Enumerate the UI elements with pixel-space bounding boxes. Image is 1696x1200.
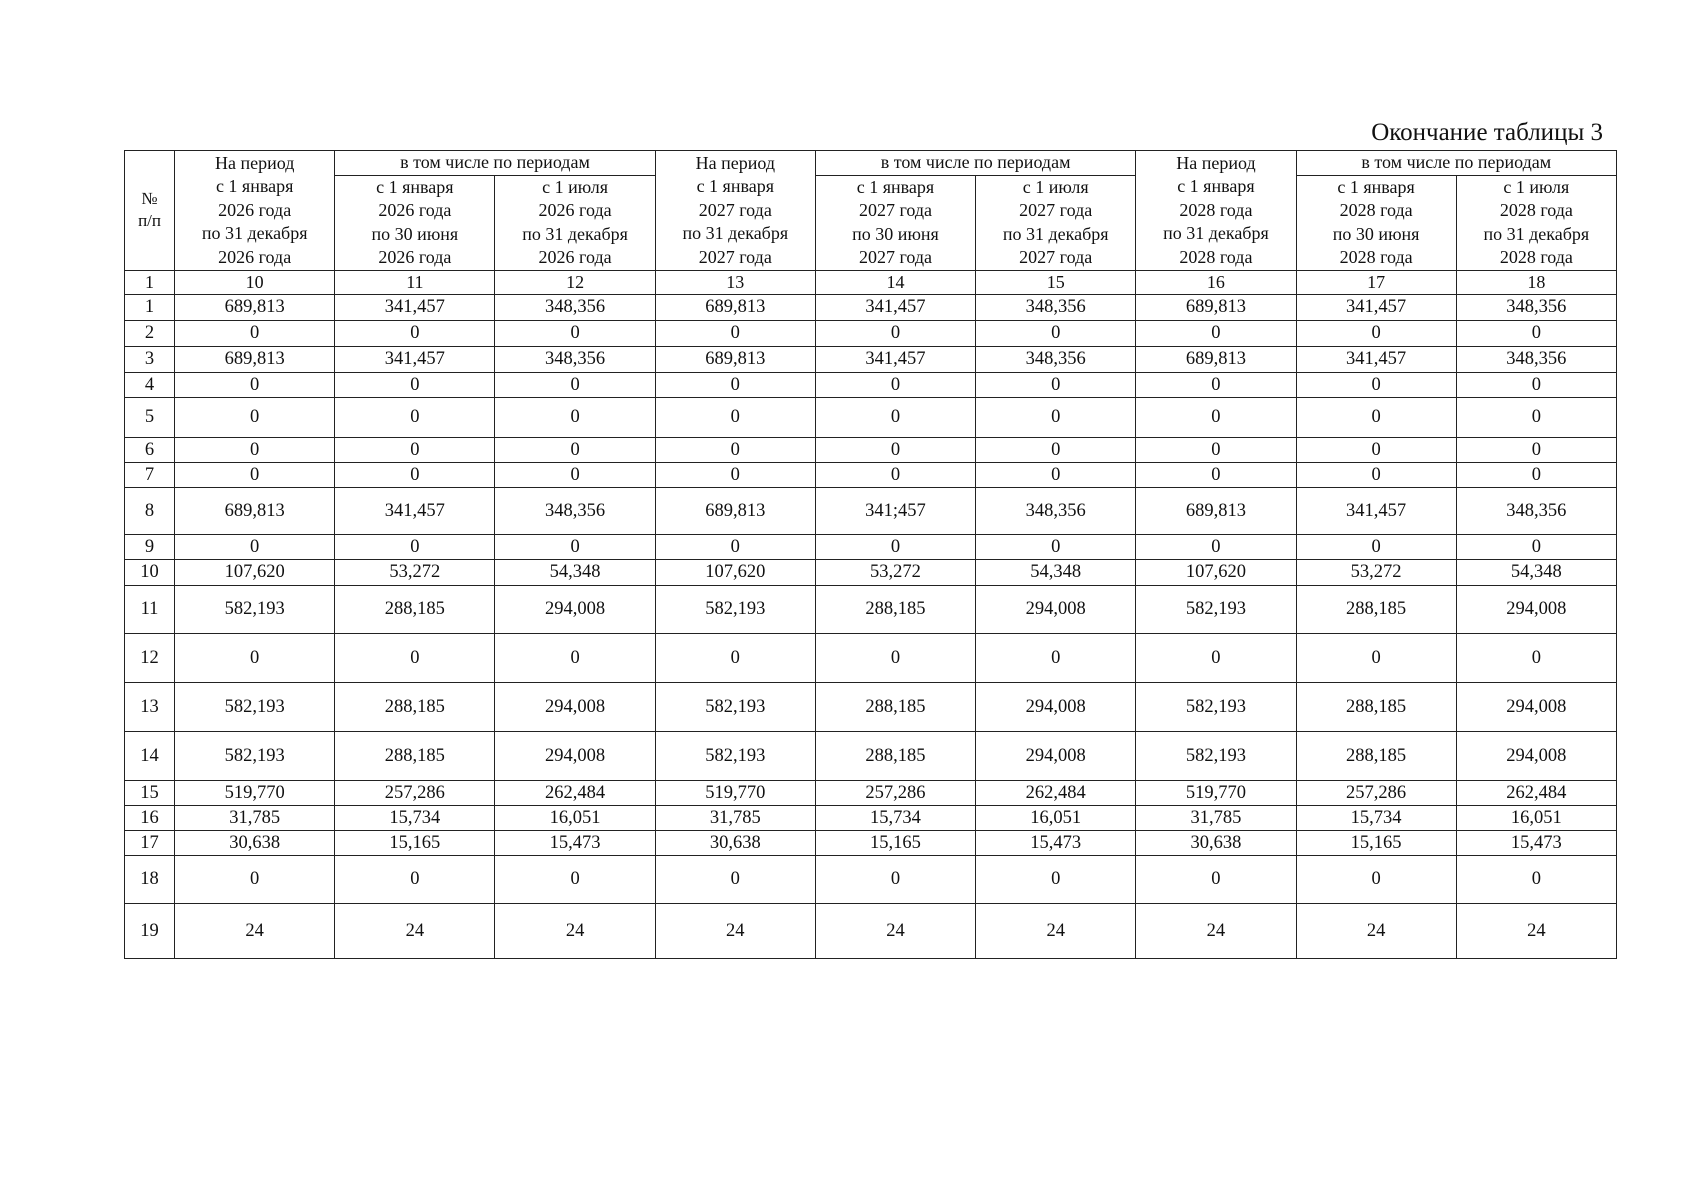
value-cell: 0 [1456,534,1616,559]
table-row [125,320,1617,346]
value-cell: 294,008 [495,585,655,633]
value-cell: 348,356 [495,487,655,534]
value-cell: 0 [1456,633,1616,682]
value-cell: 689,813 [655,294,815,320]
value-cell: 257,286 [815,780,975,805]
value-cell: 262,484 [1456,780,1616,805]
row-number-cell: 1 [125,294,175,320]
value-cell: 0 [655,320,815,346]
row-number-header [125,151,175,271]
value-cell: 0 [335,534,495,559]
row-number-cell: 19 [125,903,175,958]
value-cell: 0 [976,397,1136,437]
period-total-header-2026 [175,151,335,271]
row-number-cell: 18 [125,855,175,903]
including-periods-header-2027: в том числе по периодам [815,151,1135,176]
table-row [125,294,1617,320]
value-cell: 24 [335,903,495,958]
value-cell: 341,457 [815,346,975,372]
value-cell: 53,272 [815,559,975,585]
value-cell: 519,770 [175,780,335,805]
table-row [125,682,1617,731]
value-cell: 341,457 [1296,487,1456,534]
value-cell: 0 [1296,320,1456,346]
value-cell: 341,457 [1296,294,1456,320]
second-half-header-2027 [976,175,1136,270]
value-cell: 16,051 [1456,805,1616,830]
value-cell: 0 [335,855,495,903]
value-cell: 341,457 [335,294,495,320]
row-number-cell: 9 [125,534,175,559]
column-number: 12 [495,270,655,294]
value-cell: 15,165 [1296,830,1456,855]
value-cell: 0 [175,372,335,397]
column-number-row [125,270,1617,294]
value-cell: 689,813 [1136,294,1296,320]
value-cell: 0 [976,462,1136,487]
table-row [125,805,1617,830]
table-header [125,151,1617,295]
value-cell: 15,165 [815,830,975,855]
value-cell: 0 [495,462,655,487]
table-row [125,830,1617,855]
value-cell: 0 [655,462,815,487]
period-total-header-2027 [655,151,815,271]
value-cell: 31,785 [175,805,335,830]
value-cell: 15,473 [976,830,1136,855]
value-cell: 294,008 [495,682,655,731]
value-cell: 0 [815,462,975,487]
value-cell: 0 [655,855,815,903]
row-number-cell: 13 [125,682,175,731]
value-cell: 341,457 [335,346,495,372]
value-cell: 0 [815,372,975,397]
value-cell: 582,193 [1136,731,1296,780]
value-cell: 288,185 [1296,682,1456,731]
value-cell: 294,008 [1456,731,1616,780]
value-cell: 582,193 [175,731,335,780]
value-cell: 0 [1296,372,1456,397]
value-cell: 0 [495,534,655,559]
table-caption: Окончание таблицы 3 [1371,119,1603,146]
value-cell: 0 [1136,437,1296,462]
value-cell: 0 [495,855,655,903]
row-number-cell: 15 [125,780,175,805]
value-cell: 24 [1136,903,1296,958]
second-half-2026-text: с 1 июля 2026 года по 31 декабря 2026 года [522,176,628,267]
value-cell: 294,008 [976,682,1136,731]
value-cell: 689,813 [655,346,815,372]
value-cell: 348,356 [976,346,1136,372]
value-cell: 24 [175,903,335,958]
value-cell: 0 [976,855,1136,903]
value-cell: 519,770 [655,780,815,805]
value-cell: 0 [1456,855,1616,903]
value-cell: 31,785 [1136,805,1296,830]
value-cell: 53,272 [335,559,495,585]
value-cell: 0 [495,320,655,346]
value-cell: 0 [655,372,815,397]
column-number: 10 [175,270,335,294]
value-cell: 294,008 [1456,585,1616,633]
table-row [125,903,1617,958]
value-cell: 288,185 [815,731,975,780]
second-half-2027-text: с 1 июля 2027 года по 31 декабря 2027 года [1002,176,1109,267]
value-cell: 689,813 [175,346,335,372]
column-number: 18 [1456,270,1616,294]
value-cell: 0 [175,320,335,346]
value-cell: 348,356 [495,294,655,320]
value-cell: 288,185 [335,682,495,731]
table-row [125,559,1617,585]
value-cell: 0 [335,633,495,682]
first-half-2026-text: с 1 января 2026 года по 30 июня 2026 года [371,176,459,267]
value-cell: 257,286 [335,780,495,805]
column-number: 1 [125,270,175,294]
value-cell: 0 [1296,437,1456,462]
row-number-cell: 3 [125,346,175,372]
value-cell: 0 [815,437,975,462]
value-cell: 54,348 [1456,559,1616,585]
value-cell: 582,193 [1136,585,1296,633]
value-cell: 582,193 [655,585,815,633]
value-cell: 0 [175,437,335,462]
value-cell: 0 [1456,320,1616,346]
value-cell: 0 [1456,372,1616,397]
value-cell: 54,348 [976,559,1136,585]
column-number: 16 [1136,270,1296,294]
column-number: 14 [815,270,975,294]
value-cell: 15,473 [1456,830,1616,855]
first-half-header-2026 [335,175,495,270]
period-total-2027-text: На период с 1 января 2027 года по 31 декабря 2027 года [682,152,789,267]
value-cell: 0 [175,633,335,682]
value-cell: 0 [335,437,495,462]
value-cell: 15,734 [335,805,495,830]
value-cell: 107,620 [655,559,815,585]
period-total-header-2028 [1136,151,1296,271]
header-row-sub [125,175,1617,270]
row-number-cell: 11 [125,585,175,633]
value-cell: 0 [335,397,495,437]
including-periods-header-2028: в том числе по периодам [1296,151,1616,176]
row-number-cell: 14 [125,731,175,780]
value-cell: 0 [1136,534,1296,559]
table-row [125,855,1617,903]
value-cell: 0 [175,397,335,437]
first-half-2027-text: с 1 января 2027 года по 30 июня 2027 года [852,176,939,267]
value-cell: 689,813 [1136,346,1296,372]
value-cell: 582,193 [655,731,815,780]
row-number-cell: 4 [125,372,175,397]
value-cell: 341,457 [815,294,975,320]
row-number-cell: 7 [125,462,175,487]
first-half-header-2027 [815,175,975,270]
value-cell: 24 [815,903,975,958]
value-cell: 257,286 [1296,780,1456,805]
value-cell: 288,185 [815,682,975,731]
value-cell: 0 [655,437,815,462]
table-row [125,372,1617,397]
value-cell: 0 [1456,462,1616,487]
value-cell: 0 [1456,437,1616,462]
table-body [125,294,1617,958]
value-cell: 0 [1136,633,1296,682]
value-cell: 0 [976,320,1136,346]
column-number: 11 [335,270,495,294]
value-cell: 15,734 [1296,805,1456,830]
value-cell: 107,620 [1136,559,1296,585]
first-half-header-2028 [1296,175,1456,270]
value-cell: 0 [815,534,975,559]
table-row [125,487,1617,534]
value-cell: 16,051 [495,805,655,830]
value-cell: 582,193 [175,682,335,731]
column-number: 17 [1296,270,1456,294]
value-cell: 0 [976,437,1136,462]
value-cell: 0 [1136,397,1296,437]
value-cell: 0 [495,633,655,682]
header-row-top [125,151,1617,176]
value-cell: 689,813 [655,487,815,534]
row-number-cell: 2 [125,320,175,346]
value-cell: 262,484 [976,780,1136,805]
table-row [125,397,1617,437]
value-cell: 689,813 [175,487,335,534]
value-cell: 0 [1296,462,1456,487]
value-cell: 24 [655,903,815,958]
value-cell: 294,008 [495,731,655,780]
value-cell: 0 [1136,372,1296,397]
value-cell: 348,356 [1456,294,1616,320]
second-half-header-2028 [1456,175,1616,270]
value-cell: 15,734 [815,805,975,830]
value-cell: 53,272 [1296,559,1456,585]
value-cell: 24 [1456,903,1616,958]
column-number: 13 [655,270,815,294]
value-cell: 0 [655,534,815,559]
value-cell: 24 [976,903,1136,958]
value-cell: 15,165 [335,830,495,855]
value-cell: 24 [1296,903,1456,958]
value-cell: 582,193 [655,682,815,731]
value-cell: 0 [976,372,1136,397]
value-cell: 15,473 [495,830,655,855]
value-cell: 348,356 [1456,487,1616,534]
value-cell: 31,785 [655,805,815,830]
value-cell: 0 [815,633,975,682]
table-row [125,534,1617,559]
column-number: 15 [976,270,1136,294]
value-cell: 294,008 [976,731,1136,780]
value-cell: 0 [976,633,1136,682]
value-cell: 0 [1296,534,1456,559]
table-row [125,633,1617,682]
value-cell: 0 [1456,397,1616,437]
table-row [125,462,1617,487]
value-cell: 0 [1136,320,1296,346]
value-cell: 0 [815,320,975,346]
value-cell: 54,348 [495,559,655,585]
value-cell: 294,008 [976,585,1136,633]
second-half-2028-text: с 1 июля 2028 года по 31 декабря 2028 года [1483,176,1590,267]
table-row [125,585,1617,633]
value-cell: 348,356 [1456,346,1616,372]
value-cell: 582,193 [1136,682,1296,731]
value-cell: 0 [815,397,975,437]
table-row [125,780,1617,805]
value-cell: 0 [1296,397,1456,437]
period-total-2028-text: На период с 1 января 2028 года по 31 декабря 2028 года [1163,152,1269,267]
value-cell: 519,770 [1136,780,1296,805]
including-periods-header-2026: в том числе по периодам [335,151,655,176]
row-number-cell: 10 [125,559,175,585]
row-number-cell: 5 [125,397,175,437]
value-cell: 0 [1136,462,1296,487]
value-cell: 0 [335,372,495,397]
table-row [125,346,1617,372]
value-cell: 0 [175,534,335,559]
value-cell: 341,457 [1296,346,1456,372]
table-row [125,437,1617,462]
period-total-2026-text: На период с 1 января 2026 года по 31 декабря 2026 года [201,152,308,267]
row-number-cell: 17 [125,830,175,855]
value-cell: 0 [175,855,335,903]
value-cell: 689,813 [1136,487,1296,534]
value-cell: 348,356 [976,487,1136,534]
value-cell: 0 [655,397,815,437]
value-cell: 0 [495,372,655,397]
value-cell: 288,185 [335,731,495,780]
value-cell: 288,185 [1296,585,1456,633]
table-row [125,731,1617,780]
value-cell: 582,193 [175,585,335,633]
value-cell: 30,638 [1136,830,1296,855]
value-cell: 341;457 [815,487,975,534]
row-number-cell: 8 [125,487,175,534]
value-cell: 24 [495,903,655,958]
value-cell: 348,356 [976,294,1136,320]
value-cell: 107,620 [175,559,335,585]
value-cell: 0 [335,320,495,346]
value-cell: 0 [655,633,815,682]
row-number-header-text: № п/п [138,189,161,231]
value-cell: 341,457 [335,487,495,534]
data-table [124,150,1617,959]
value-cell: 0 [1296,633,1456,682]
second-half-header-2026 [495,175,655,270]
value-cell: 0 [495,397,655,437]
row-number-cell: 6 [125,437,175,462]
value-cell: 288,185 [335,585,495,633]
value-cell: 294,008 [1456,682,1616,731]
value-cell: 0 [175,462,335,487]
value-cell: 30,638 [655,830,815,855]
row-number-cell: 12 [125,633,175,682]
value-cell: 0 [335,462,495,487]
value-cell: 16,051 [976,805,1136,830]
row-number-cell: 16 [125,805,175,830]
value-cell: 0 [976,534,1136,559]
value-cell: 689,813 [175,294,335,320]
value-cell: 0 [815,855,975,903]
value-cell: 348,356 [495,346,655,372]
value-cell: 0 [1136,855,1296,903]
value-cell: 288,185 [815,585,975,633]
value-cell: 30,638 [175,830,335,855]
value-cell: 0 [1296,855,1456,903]
value-cell: 0 [495,437,655,462]
value-cell: 262,484 [495,780,655,805]
first-half-2028-text: с 1 января 2028 года по 30 июня 2028 года [1332,176,1420,267]
value-cell: 288,185 [1296,731,1456,780]
